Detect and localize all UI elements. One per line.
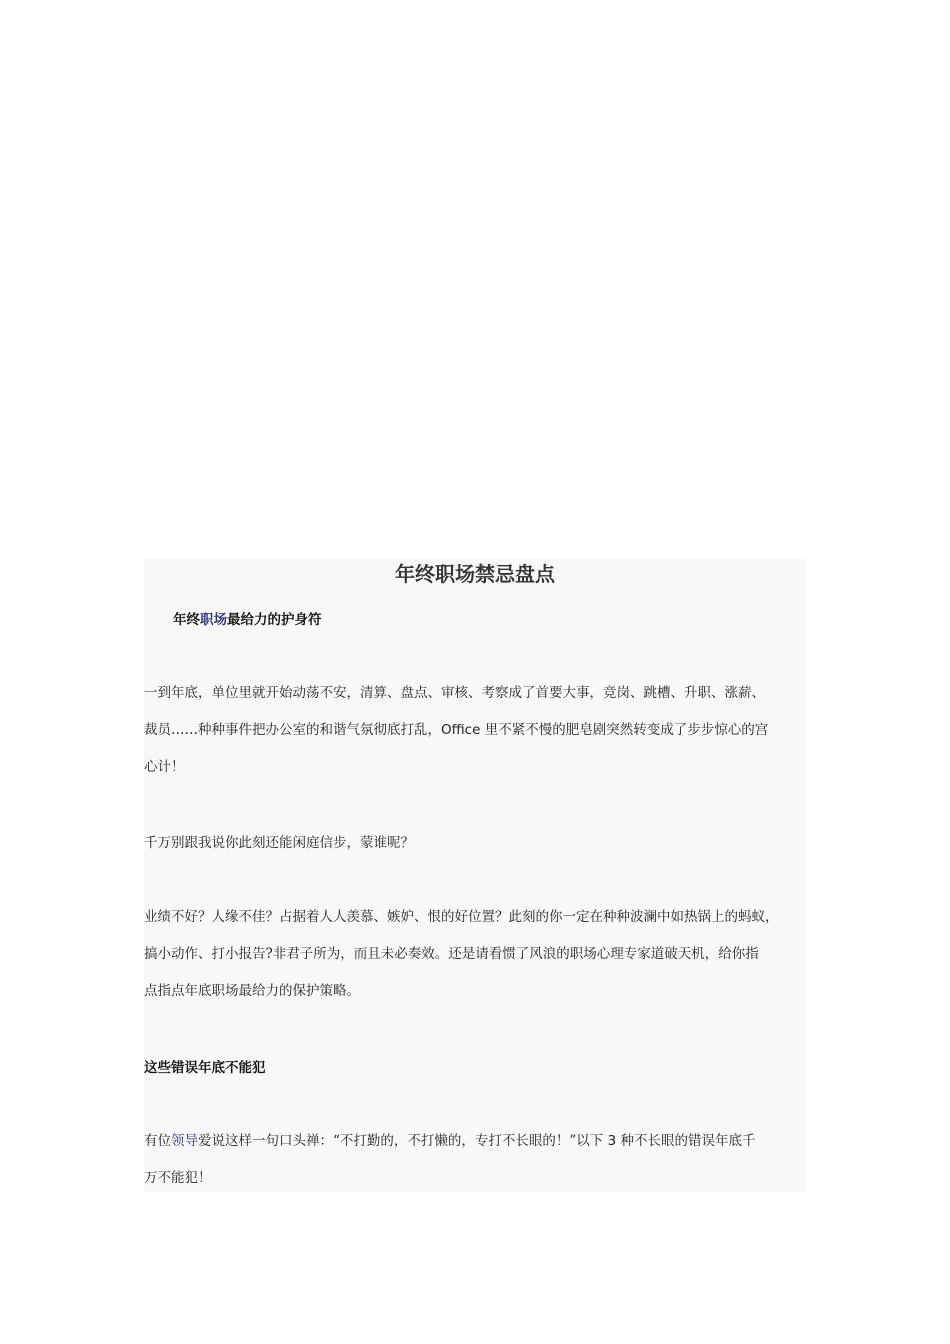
question-paragraph <box>144 825 806 862</box>
office-word: Office <box>441 722 481 738</box>
subtitle-suffix: 最给力的护身符 <box>227 612 322 628</box>
mistakes-count: 3 <box>607 1133 617 1149</box>
intro-line-2-post: 里不紧不慢的肥皂剧突然转变成了步步惊心的宫 <box>480 722 769 738</box>
leader-link[interactable]: 领导 <box>171 1133 198 1149</box>
mistakes-line-1-pre: 有位 <box>144 1133 171 1149</box>
mistakes-paragraph <box>144 1123 806 1197</box>
mistakes-line-1-post: 种不长眼的错误年底千 <box>616 1133 756 1149</box>
subtitle-prefix: 年终 <box>173 612 200 628</box>
mistakes-line-2: 万不能犯！ <box>144 1170 212 1186</box>
strategy-line-3: 点指点年底职场最给力的保护策略。 <box>144 983 360 999</box>
intro-line-1: 一到年底，单位里就开始动荡不安，清算、盘点、审核、考察成了首要大事，竞岗、跳槽、升职、涨薪、 <box>144 685 765 701</box>
mistakes-line-1 <box>144 1123 806 1160</box>
workplace-link[interactable]: 职场 <box>200 612 227 628</box>
intro-line-3: 心计！ <box>144 759 185 775</box>
article-container <box>144 559 806 1192</box>
intro-line-2 <box>144 712 806 749</box>
mistakes-line-1-mid: 爱说这样一句口头禅：“不打勤的，不打懒的，专打不长眼的！”以下 <box>198 1133 608 1149</box>
article-title: 年终职场禁忌盘点 <box>395 562 555 586</box>
strategy-paragraph <box>144 899 806 1010</box>
article-subtitle <box>173 611 322 629</box>
strategy-line-1: 业绩不好？人缘不佳？占据着人人羡慕、嫉妒、恨的好位置？此刻的你一定在种种波澜中如热锅上的蚂蚁， <box>144 909 779 925</box>
strategy-line-2: 搞小动作、打小报告?非君子所为，而且未必奏效。还是请看惯了风浪的职场心理专家道破天机，给你指 <box>144 946 759 962</box>
intro-line-2-pre: 裁员……种种事件把办公室的和谐气氛彻底打乱， <box>144 722 441 738</box>
section-heading: 这些错误年底不能犯 <box>144 1060 266 1076</box>
question-line: 千万别跟我说你此刻还能闲庭信步，蒙谁呢？ <box>144 835 414 851</box>
intro-paragraph <box>144 675 806 786</box>
